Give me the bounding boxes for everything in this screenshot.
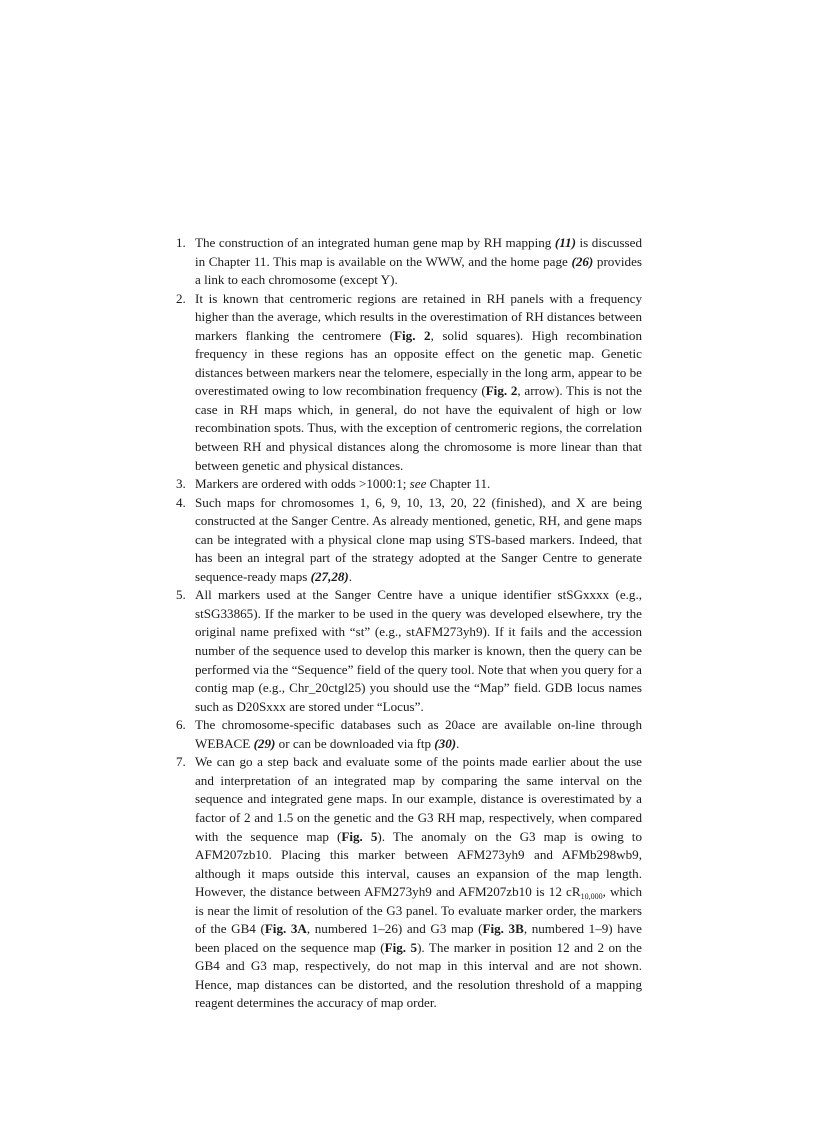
text-segment: , numbered 1–26) and G3 map ( <box>306 921 483 937</box>
note-number: 5. <box>176 587 186 603</box>
subscript-text: 10,000 <box>580 892 603 902</box>
note-text <box>195 495 642 584</box>
figure-reference: Fig. 3A <box>264 921 307 937</box>
note-item <box>176 475 642 494</box>
citation-reference: (29) <box>253 735 276 751</box>
citation-reference: (30) <box>434 735 457 751</box>
note-item <box>176 753 642 1013</box>
note-item <box>176 290 642 475</box>
text-segment: Markers are ordered with odds >1000:1; <box>195 476 410 492</box>
text-segment: is discussed in Chapter 11. This map is available on the WWW, and the home page <box>195 235 642 269</box>
text-segment: , numbered 1–9) have been placed on the sequence map ( <box>195 921 642 955</box>
note-number: 2. <box>176 290 186 306</box>
text-segment: It is known that centromeric regions are retained in RH panels with a frequency higher than the average, which results in the overestimation of RH distances between markers flanking the centromere ( <box>195 290 642 343</box>
text-segment: ). The anomaly on the G3 map is owing to AFM207zb10. Placing this marker between AFM273yh9 and AFMb298wb9, although it maps outside this interval, causes an expansion of the map length. However, the distance between AFM273yh9 and AFM207zb10 is 12 cR <box>195 828 642 900</box>
note-text <box>195 291 642 473</box>
text-segment: provides a link to each chromosome (except Y). <box>195 253 642 288</box>
note-number: 7. <box>176 754 186 770</box>
text-segment: All markers used at the Sanger Centre have a unique identifier stSGxxxx (e.g., stSG33865). If the marker to be used in the query was developed elsewhere, try the original name prefixed with “st” (e.g., stAFM273yh9). If it fails and the accession number of the sequence used to develop this marker is known, then the query can be performed via the “Sequence” field of the query tool. Note that when you query for a contig map (e.g., Chr_20ctgl25) you should use the “Map” field. GDB locus names such as D20Sxxx are stored under “Locus”. <box>195 587 642 714</box>
note-item <box>176 234 642 290</box>
text-segment: Such maps for chromosomes 1, 6, 9, 10, 13, 20, 22 (finished), and X are being constructed at the Sanger Centre. As already mentioned, genetic, RH, and gene maps can be integrated with a physical clone map using STS-based markers. Indeed, that has been an integral part of the strategy adopted at the Sanger Centre to generate sequence-ready maps <box>195 494 642 584</box>
notes-list <box>176 234 642 1013</box>
emphasis-text: see <box>409 476 427 492</box>
text-segment: . <box>456 735 460 751</box>
citation-reference: (11) <box>554 235 576 250</box>
note-item <box>176 586 642 716</box>
note-number: 3. <box>176 476 186 492</box>
note-text <box>195 235 642 287</box>
text-segment: . <box>348 568 353 584</box>
note-number: 1. <box>176 235 186 250</box>
text-segment: ). The marker in position 12 and 2 on the GB4 and G3 map, respectively, do not map in this interval and are not shown. Hence, map distances can be distorted, and the resolution threshold of a mapping reagent determines the accuracy of map order. <box>195 939 642 1011</box>
text-segment: or can be downloaded via ftp <box>275 735 435 751</box>
note-item <box>176 494 642 587</box>
text-segment: The chromosome-specific databases such as 20ace are available on-line through WEBACE <box>195 717 642 751</box>
figure-reference: Fig. 2 <box>485 383 518 399</box>
text-segment: , arrow). This is not the case in RH maps which, in general, do not have the equivalent of high or low recombination spots. Thus, with the exception of centromeric regions, the correlation between RH and physical distances along the chromosome is more linear than that between genetic and physical distances. <box>195 383 642 473</box>
text-segment: Chapter 11. <box>426 476 491 492</box>
note-number: 4. <box>176 494 186 510</box>
note-text <box>195 717 642 751</box>
note-text <box>195 476 490 491</box>
text-segment: , which is near the limit of resolution of the G3 panel. To evaluate marker order, the markers of the GB4 ( <box>195 884 643 937</box>
figure-reference: Fig. 2 <box>394 327 431 343</box>
text-segment: The construction of an integrated human gene map by RH mapping <box>195 235 555 250</box>
note-text <box>195 754 642 1010</box>
figure-reference: Fig. 5 <box>341 828 378 844</box>
text-segment: We can go a step back and evaluate some of the points made earlier about the use and interpretation of an integrated map by comparing the same interval on the sequence and integrated gene maps. In our example, distance is overestimated by a factor of 2 and 1.5 on the genetic and the G3 RH map, respectively, when compared with the sequence map ( <box>195 754 642 844</box>
figure-reference: Fig. 5 <box>384 939 418 955</box>
note-item <box>176 716 642 753</box>
note-text <box>195 587 642 713</box>
citation-reference: (26) <box>571 253 594 269</box>
figure-reference: Fig. 3B <box>482 921 524 937</box>
citation-reference: (27,28) <box>310 568 349 584</box>
note-number: 6. <box>176 717 186 733</box>
text-segment: , solid squares). High recombination frequency in these regions has an opposite effect on the genetic map. Genetic distances between markers near the telomere, especially in the long arm, appear to be overestimated owing to low recombination frequency ( <box>195 327 643 399</box>
